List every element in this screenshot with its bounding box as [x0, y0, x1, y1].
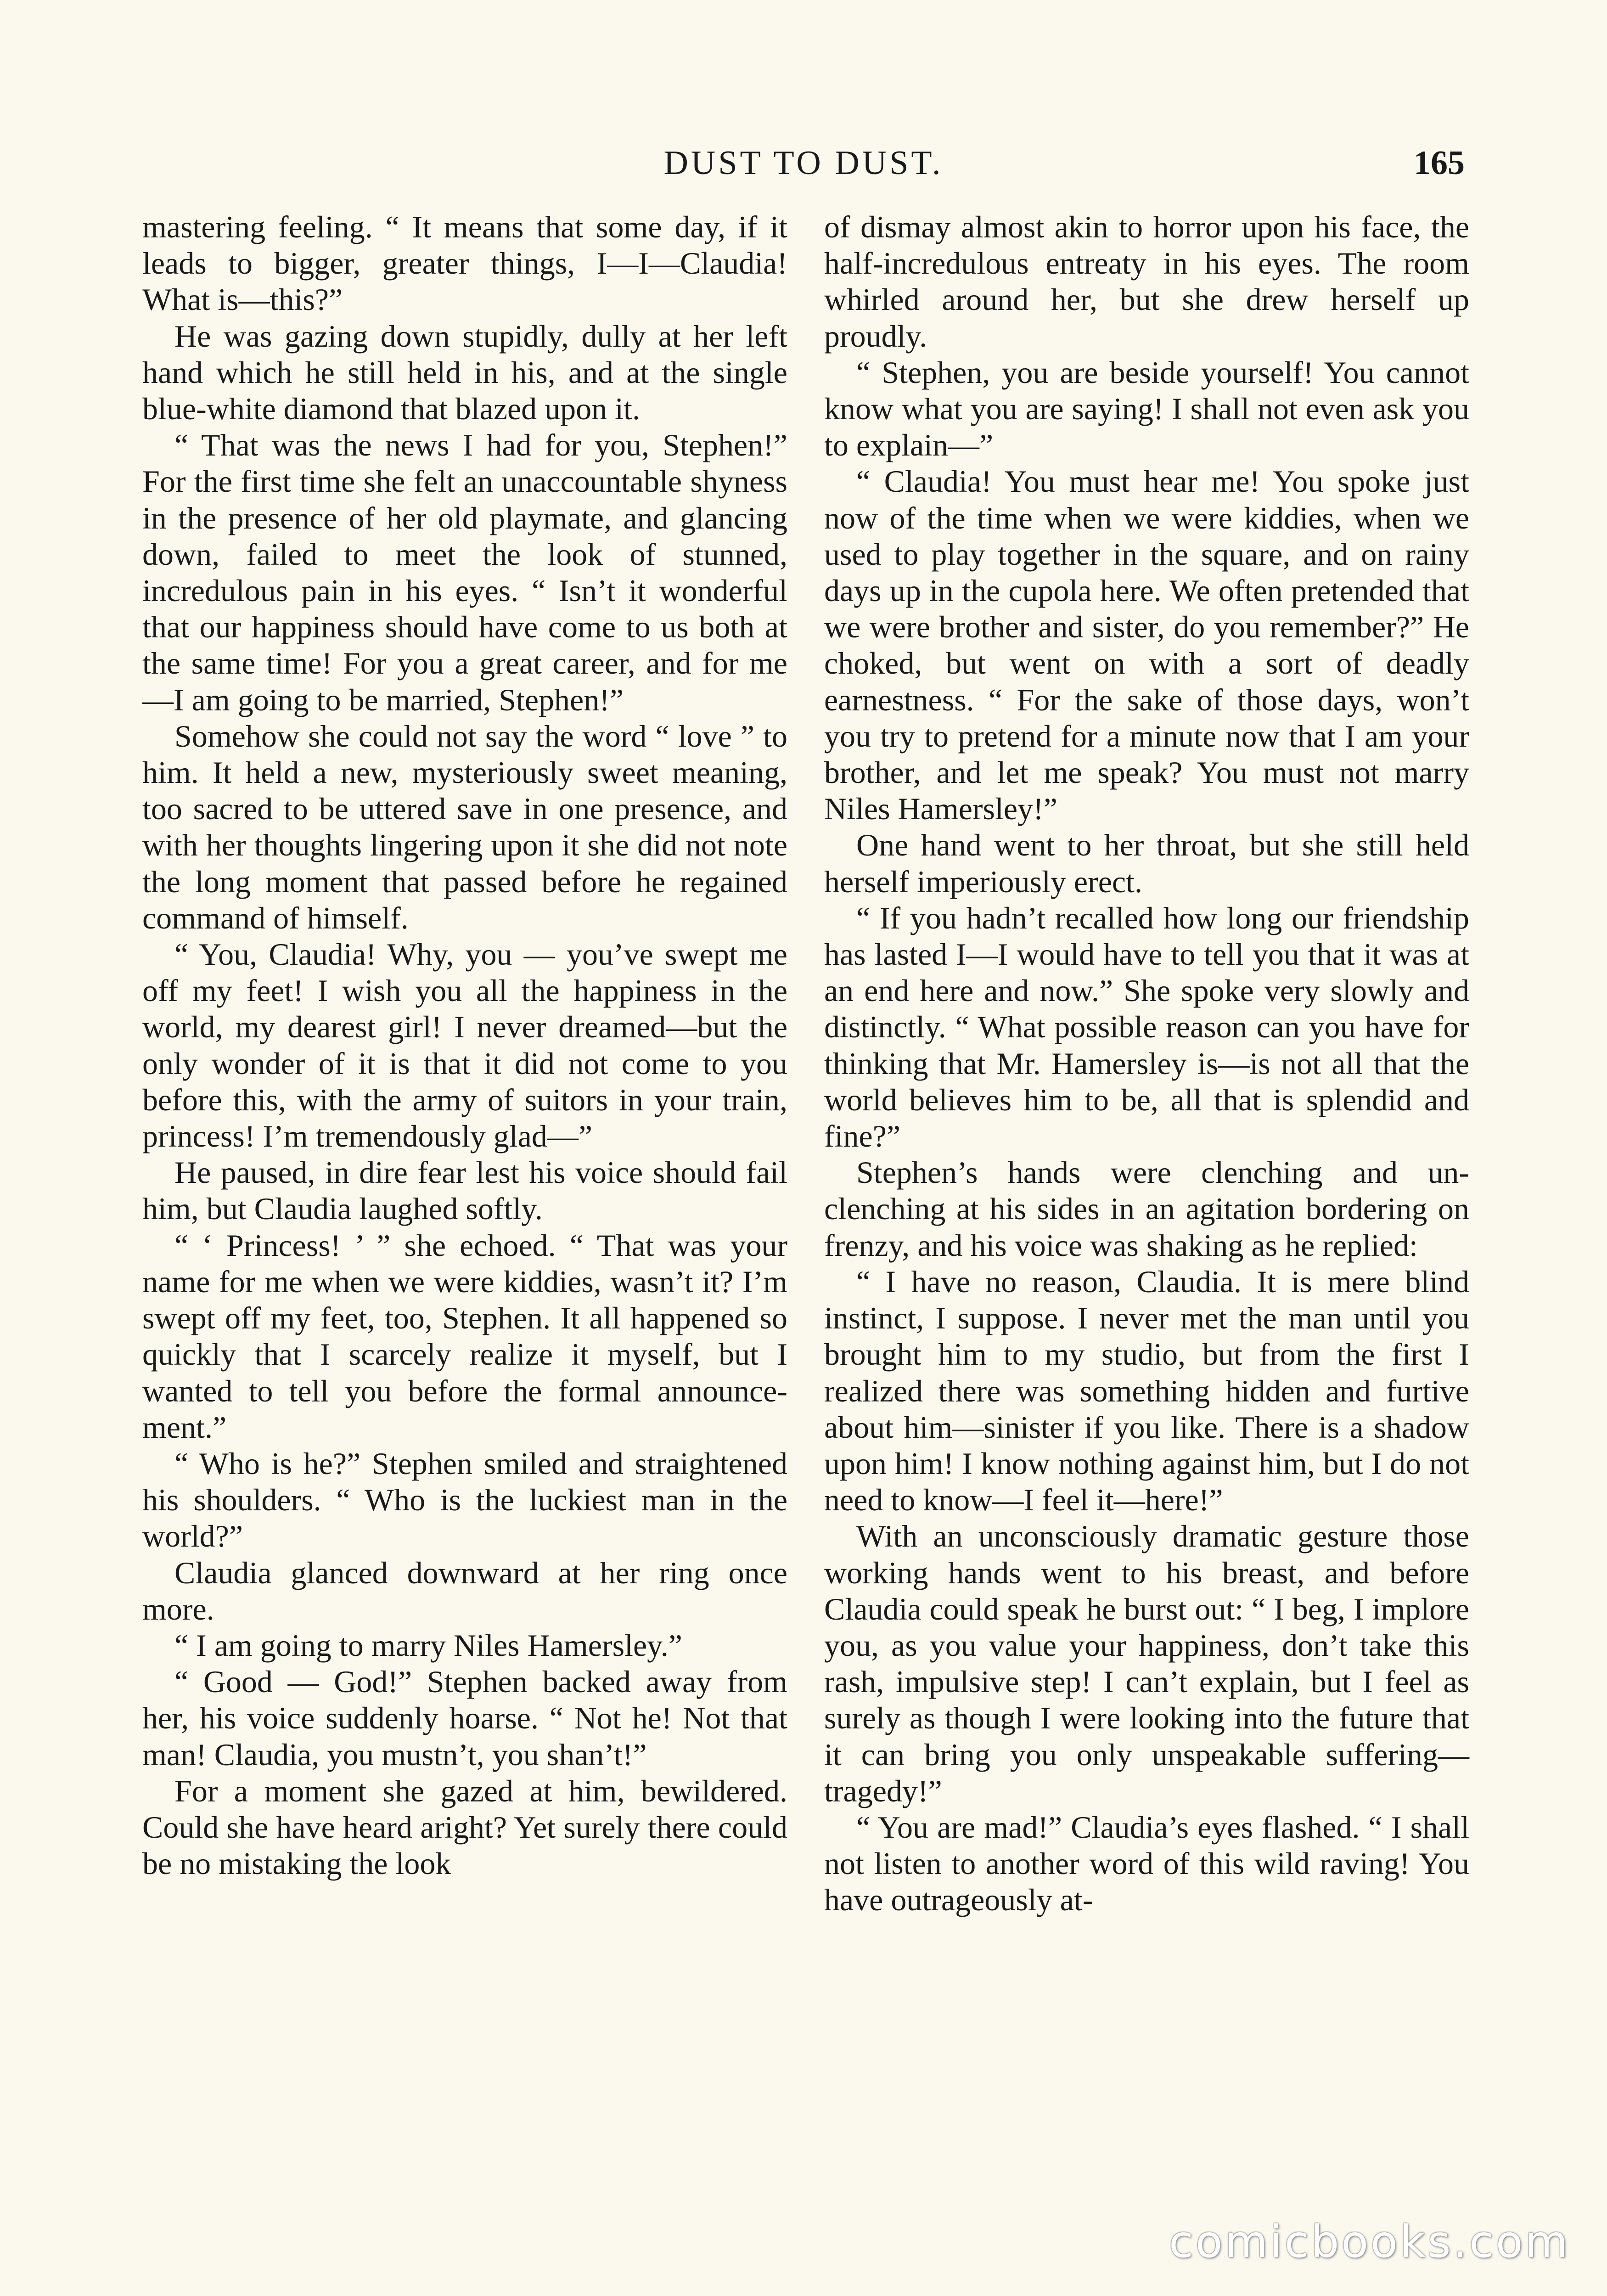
- paragraph: “ You, Claudia! Why, you — you’ve swept me off my feet! I wish you all the happiness in the world, my dearest girl! I never dreamed—but the only wonder of it is that it did not come to you before this, with the army of suitors in your train, princess! I’m tremendously glad—”: [142, 937, 787, 1154]
- paragraph: Stephen’s hands were clenching and unclenching at his sides in an agitation bordering on frenzy, and his voice was shaking as he replied:: [824, 1155, 1469, 1263]
- paragraph: One hand went to her throat, but she still held herself imperiously erect.: [824, 827, 1469, 899]
- right-column: [824, 209, 1469, 1919]
- paragraph: “ I am going to marry Niles Hamersley.”: [174, 1627, 682, 1663]
- paragraph: He was gazing down stupidly, dully at her left hand which he still held in his, and at the single blue-white diamond that blazed upon it.: [142, 318, 787, 427]
- paragraph: “ I have no reason, Claudia. It is mere blind instinct, I suppose. I never met the man until you brought him to my studio, but from the first I realized there was something hidden and furtive about him—sinister if you like. There is a shadow upon him! I know nothing against him, but I do not need to know—I feel it—here!”: [824, 1264, 1469, 1518]
- paragraph: “ Good — God!” Stephen backed away from her, his voice suddenly hoarse. “ Not he! Not that man! Claudia, you mustn’t, you shan’t!”: [142, 1664, 787, 1772]
- running-title: DUST TO DUST.: [663, 144, 944, 182]
- paragraph: For a moment she gazed at him, bewildered. Could she have heard aright? Yet surely there could be no mistaking the look: [142, 1773, 787, 1881]
- paragraph: Claudia glanced downward at her ring once more.: [142, 1555, 787, 1626]
- paragraph: “ Stephen, you are beside yourself! You cannot know what you are saying! I shall not even ask you to explain—”: [824, 355, 1469, 463]
- running-head: [142, 138, 1465, 188]
- watermark: comicbooks.com: [1169, 2216, 1570, 2268]
- paragraph: “ ‘ Princess! ’ ” she echoed. “ That was your name for me when we were kiddies, wasn’t it? I’m swept off my feet, too, Stephen. It all happened so quickly that I scarcely realize it myself, but I wanted to tell you before the formal announcement.”: [142, 1227, 787, 1445]
- paragraph: Somehow she could not say the word “ love ” to him. It held a new, mysteriously sweet meaning, too sacred to be uttered save in one presence, and with her thoughts lingering upon it she did not note the long moment that passed before he regained command of himself.: [142, 718, 787, 935]
- paragraph: of dismay almost akin to horror upon his face, the half-incredulous entreaty in his eyes. The room whirled around her, but she drew herself up proudly.: [824, 209, 1469, 354]
- paragraph: “ Claudia! You must hear me! You spoke just now of the time when we were kiddies, when we used to play together in the square, and on rainy days up in the cupola here. We often pretended that we were brother and sister, do you remember?” He choked, but went on with a sort of deadly earnestness. “ For the sake of those days, won’t you try to pretend for a minute now that I am your brother, and let me speak? You must not marry Niles Hamersley!”: [824, 464, 1469, 827]
- paragraph: mastering feeling. “ It means that some day, if it leads to bigger, greater things, I—I—Claudia! What is—this?”: [142, 209, 787, 317]
- paragraph: “ That was the news I had for you, Stephen!” For the first time she felt an unaccountable shyness in the presence of her old playmate, and glancing down, failed to meet the look of stunned, incredulous pain in his eyes. “ Isn’t it wonderful that our happiness should have come to us both at the same time! For you a great career, and for me—I am going to be married, Stephen!”: [142, 428, 787, 717]
- paragraph: He paused, in dire fear lest his voice should fail him, but Claudia laughed softly.: [142, 1155, 787, 1227]
- paragraph: With an unconsciously dramatic gesture those working hands went to his breast, and before Claudia could speak he burst out: “ I beg, I implore you, as you value your happiness, don’t take this rash, impulsive step! I can’t explain, but I feel as surely as though I were looking into the future that it can bring you only unspeakable suffering—tragedy!”: [824, 1519, 1469, 1808]
- left-column: [142, 209, 787, 1882]
- paragraph: “ Who is he?” Stephen smiled and straightened his shoulders. “ Who is the luckiest man in the world?”: [142, 1446, 787, 1554]
- page-number: 165: [1414, 144, 1465, 182]
- paragraph: “ You are mad!” Claudia’s eyes flashed. “ I shall not listen to another word of this wild raving! You have outrageously at-: [824, 1809, 1469, 1918]
- paragraph: “ If you hadn’t recalled how long our friendship has lasted I—I would have to tell you that it was at an end here and now.” She spoke very slowly and distinctly. “ What possible reason can you have for thinking that Mr. Hamersley is—is not all that the world believes him to be, all that is splendid and fine?”: [824, 900, 1469, 1154]
